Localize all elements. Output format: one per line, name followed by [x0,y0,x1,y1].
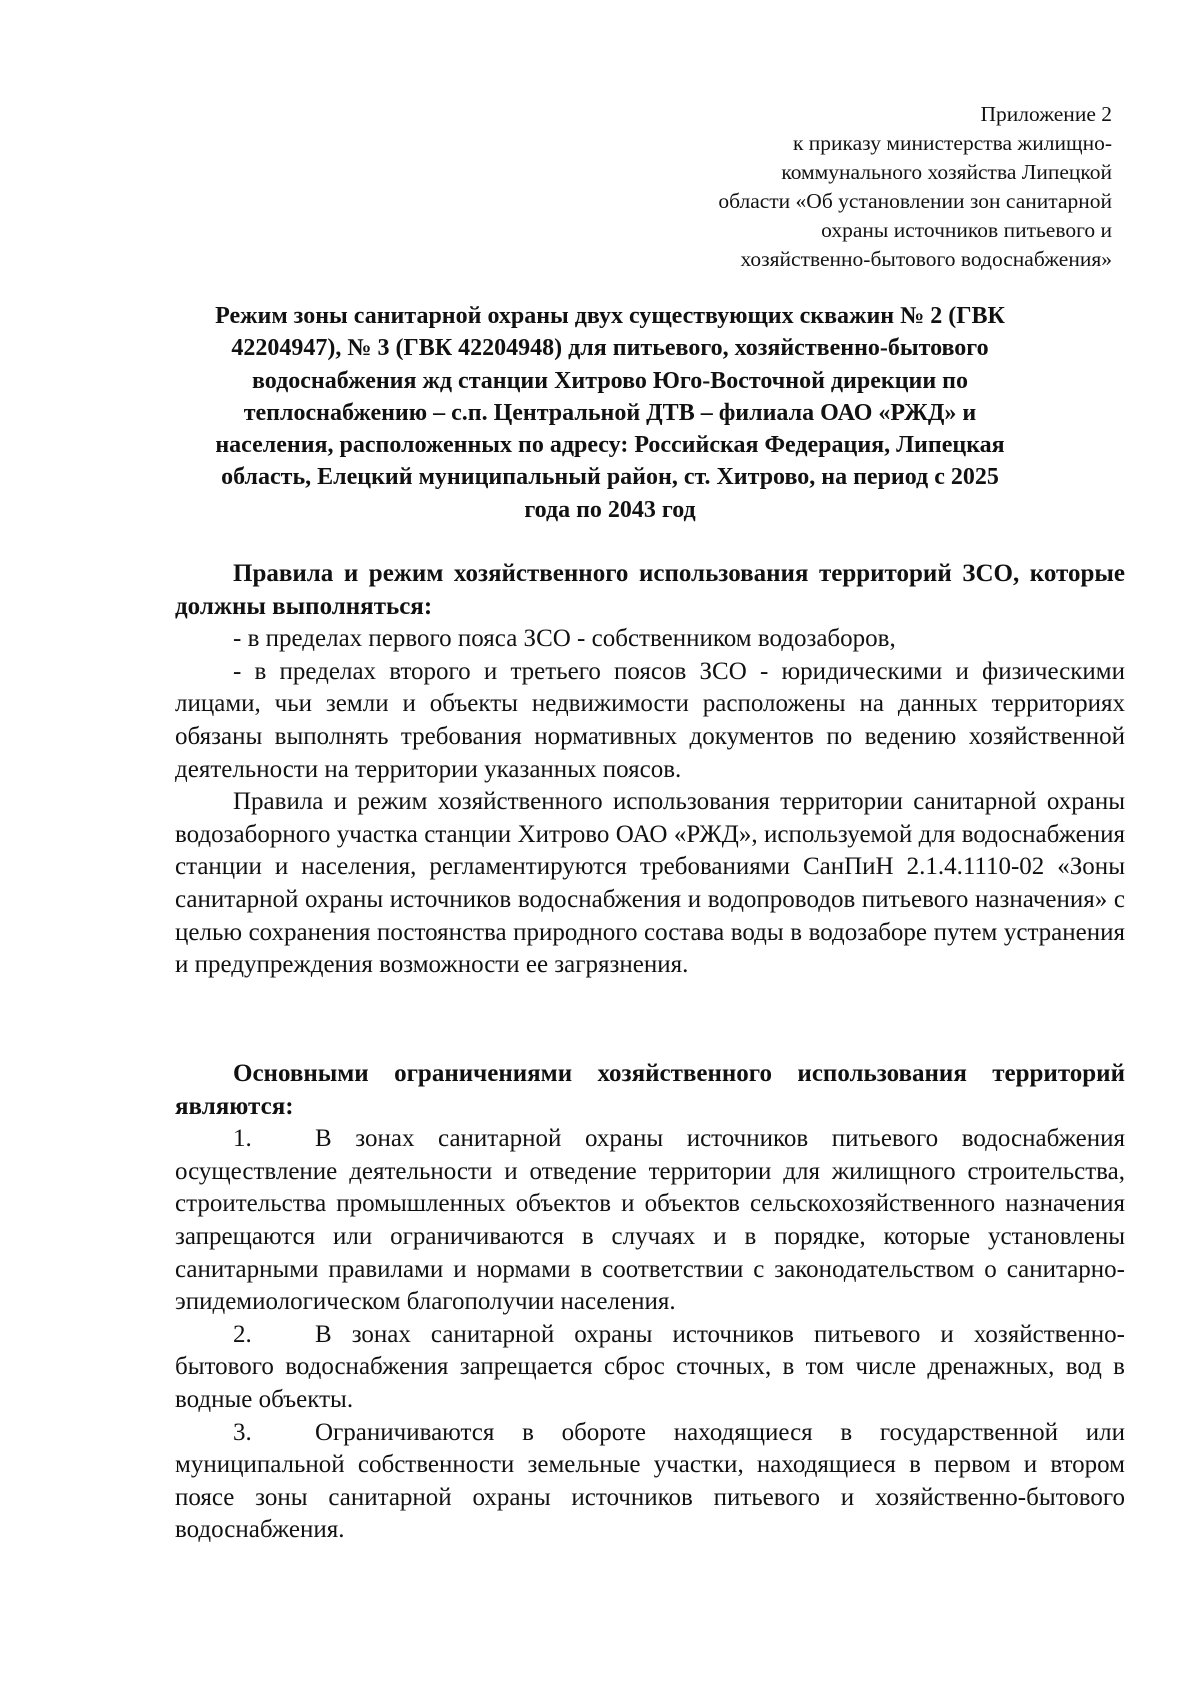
title-line: 42204947), № 3 (ГВК 42204948) для питьевого, хозяйственно-бытового [231,335,989,362]
title-line: года по 2043 год [524,496,696,523]
section-restrictions [175,1058,1125,1547]
appendix-header [512,100,1112,274]
restriction-item [175,1123,1125,1319]
title-line: теплоснабжению – с.п. Центральной ДТВ – филиала ОАО «РЖД» и [243,399,977,426]
section-heading: Основными ограничениями хозяйственного использования территорий являются: [175,1060,1125,1120]
appendix-line: охраны источников питьевого и [821,218,1112,242]
restriction-item [175,1417,1125,1547]
appendix-line: Приложение 2 [980,102,1112,126]
section-heading: Правила и режим хозяйственного использования территорий ЗСО, которые должны выполняться: [175,560,1125,620]
section-rules [175,558,1125,982]
document-title [150,300,1070,526]
rule-item: - в пределах второго и третьего поясов ЗСО - юридическими и физическими лицами, чьи земли и объекты недвижимости расположены на данных территориях обязаны выполнять требования нормативных документов по ведению хозяйственной деятельности на территории указанных поясов. [175,657,1125,783]
item-number: 3. [233,1418,252,1446]
item-number: 1. [233,1125,252,1153]
rules-paragraph: Правила и режим хозяйственного использования территории санитарной охраны водозаборного участка станции Хитрово ОАО «РЖД», используемой для водоснабжения станции и населения, регламентируются требованиями СанПиН 2.1.4.1110-02 «Зоны санитарной охраны источников водоснабжения и водопроводов питьевого назначения» с целью сохранения постоянства природного состава воды в водозаборе путем устранения и предупреждения возможности ее загрязнения. [175,788,1125,979]
appendix-line: хозяйственно-бытового водоснабжения» [740,247,1112,271]
appendix-line: области «Об установлении зон санитарной [718,189,1112,213]
title-line: область, Елецкий муниципальный район, ст. Хитрово, на период с 2025 [221,464,999,491]
appendix-line: к приказу министерства жилищно- [792,131,1112,155]
restriction-item [175,1319,1125,1417]
appendix-line: коммунального хозяйства Липецкой [781,160,1112,184]
item-text: Ограничиваются в обороте находящиеся в государственной или муниципальной собственности земельные участки, находящиеся в первом и втором поясе зоны санитарной охраны источников питьевого и хозяйственно-бытового водоснабжения. [175,1418,1125,1544]
rule-item: - в пределах первого пояса ЗСО - собственником водозаборов, [233,625,896,653]
item-text: В зонах санитарной охраны источников питьевого и хозяйственно-бытового водоснабжения запрещается сброс сточных, в том числе дренажных, вод в водные объекты. [175,1320,1125,1413]
item-text: В зонах санитарной охраны источников питьевого водоснабжения осуществление деятельности и отведение территории для жилищного строительства, строительства промышленных объектов и объектов сельскохозяйственного назначения запрещаются или ограничиваются в случаях и в порядке, которые установлены санитарными правилами и нормами в соответствии с законодательством о санитарно-эпидемиологическом благополучии населения. [175,1125,1125,1316]
title-line: водоснабжения жд станции Хитрово Юго-Восточной дирекции по [251,367,968,394]
title-line: Режим зоны санитарной охраны двух существующих скважин № 2 (ГВК [215,303,1005,329]
item-number: 2. [233,1320,252,1348]
title-line: населения, расположенных по адресу: Российская Федерация, Липецкая [215,432,1005,459]
